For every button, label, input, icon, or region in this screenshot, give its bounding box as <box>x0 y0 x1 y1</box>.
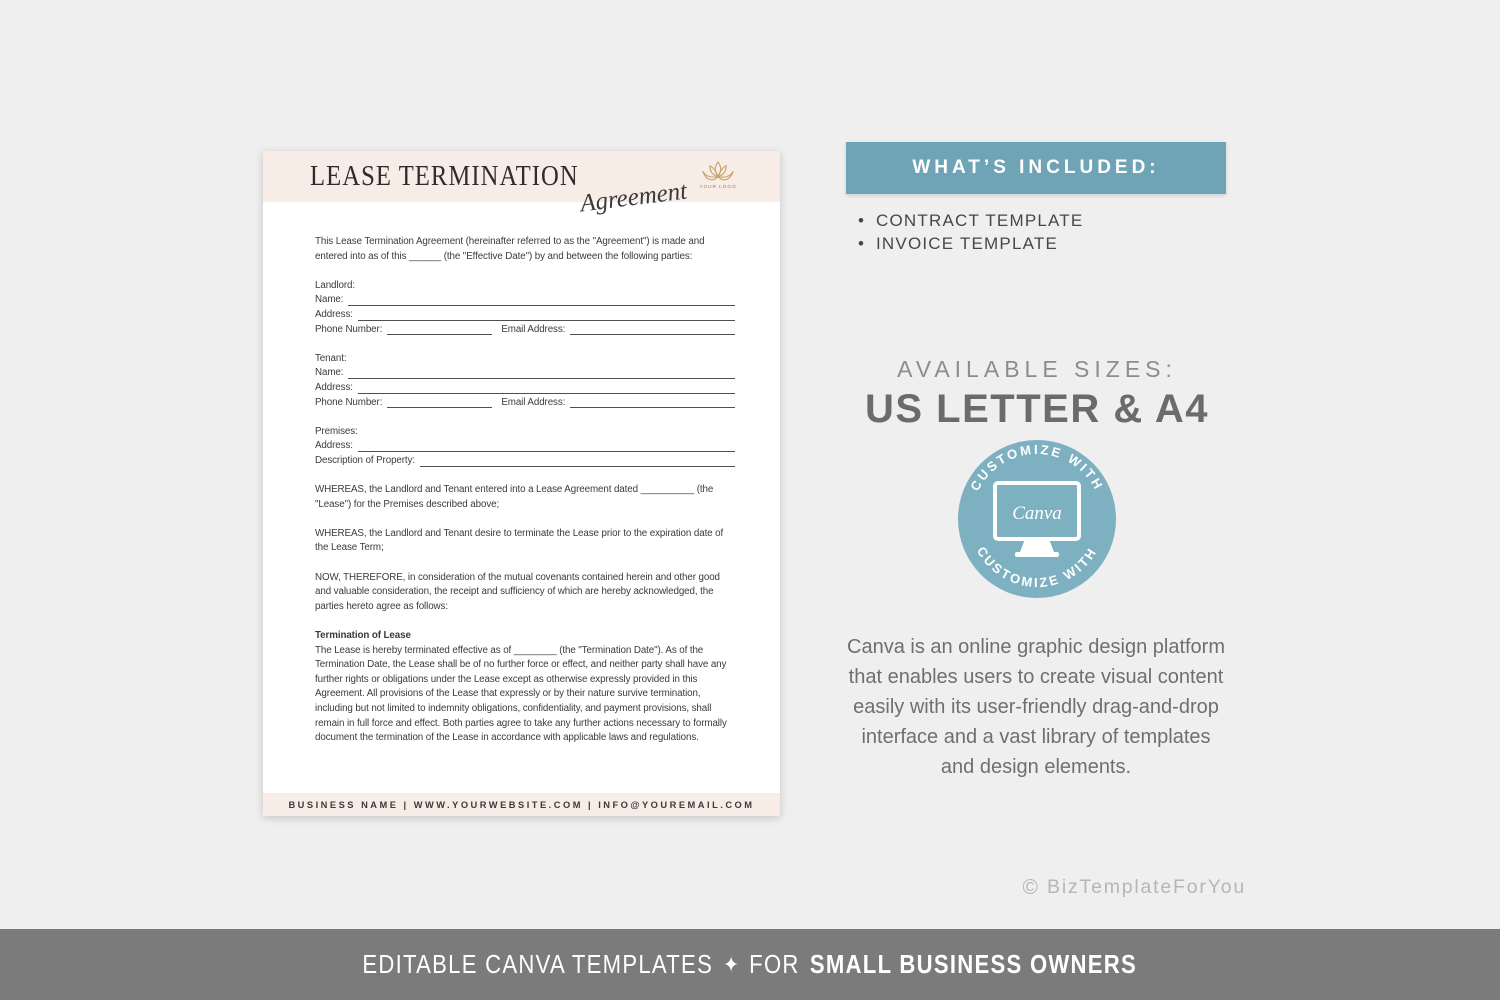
description-line: interface and a vast library of templates <box>861 726 1211 748</box>
tenant-section <box>315 352 735 410</box>
available-sizes-block <box>846 356 1228 432</box>
description-label: Description of Property: <box>315 454 415 466</box>
lotus-icon <box>694 160 742 184</box>
description-line: Canva is an online graphic design platform <box>847 636 1225 658</box>
fill-in-line <box>358 320 735 321</box>
email-label: Email Address: <box>501 396 566 408</box>
tagline-mid-text: FOR <box>749 949 800 979</box>
included-item-label: CONTRACT TEMPLATE <box>876 211 1084 231</box>
termination-body: The Lease is hereby terminated effective as of ________ (the "Termination Date"). As of the Termination Date, the Lease shall be of no further force or effect, and neither party shall have any further rights or obligations under the Lease except as otherwise expressly provided in this Agreement. All provisions of the Lease that expressly or by their nature survive termination, including but not limited to indemnity obligations, confidentiality, and payment provisions, shall remain in full force and effect. Both parties agree to take any further actions necessary to formally document the termination of the Lease in accordance with applicable laws and regulations. <box>315 644 727 744</box>
bottom-tagline-bar <box>0 929 1500 1000</box>
fill-in-line <box>348 378 735 379</box>
address-label: Address: <box>315 308 353 320</box>
bullet-icon: • <box>858 233 866 253</box>
premises-heading: Premises: <box>315 425 358 437</box>
fill-in-line <box>358 393 735 394</box>
whereas-paragraph-1: WHEREAS, the Landlord and Tenant entered into a Lease Agreement dated __________ (the "Lease") for the Premises described above; <box>315 484 714 510</box>
premises-description-row <box>315 454 735 469</box>
fill-in-line <box>348 305 735 306</box>
list-item <box>858 210 1083 233</box>
document-title: LEASE TERMINATION <box>310 161 579 192</box>
document-body <box>263 202 780 793</box>
document-footer-band <box>263 793 780 816</box>
brand-credit <box>1023 876 1246 899</box>
document-footer-text: BUSINESS NAME | WWW.YOURWEBSITE.COM | INFO@YOUREMAIL.COM <box>288 799 755 810</box>
description-line: and design elements. <box>940 756 1132 778</box>
tenant-phone-email-row <box>315 396 735 411</box>
brand-credit-text: BizTemplateForYou <box>1047 876 1246 898</box>
badge-arc-bottom-text: CUSTOMIZE WITH <box>973 543 1101 591</box>
termination-section <box>315 629 735 746</box>
tenant-name-row <box>315 366 735 381</box>
phone-label: Phone Number: <box>315 396 383 408</box>
available-sizes-label: AVAILABLE SIZES: <box>897 356 1177 382</box>
tenant-heading: Tenant: <box>315 352 347 364</box>
included-items-list <box>858 210 1083 255</box>
intro-paragraph: This Lease Termination Agreement (hereinafter referred to as the "Agreement") is made and entered into as of this ______ (the "Effective Date") by and between the following parties: <box>315 236 705 262</box>
list-item <box>858 233 1083 256</box>
document-subtitle-script: Agreement <box>578 177 689 218</box>
whats-included-banner <box>846 142 1226 194</box>
canva-description <box>818 632 1254 782</box>
document-header-band <box>263 151 780 218</box>
phone-label: Phone Number: <box>315 323 383 335</box>
landlord-heading: Landlord: <box>315 279 355 291</box>
badge-arc-top-text: CUSTOMIZE WITH <box>967 441 1107 494</box>
landlord-name-row <box>315 293 735 308</box>
name-label: Name: <box>315 367 344 379</box>
landlord-section <box>315 279 735 337</box>
fill-in-line <box>420 466 735 467</box>
bullet-icon: • <box>858 211 866 231</box>
whereas-paragraph-2: WHEREAS, the Landlord and Tenant desire to terminate the Lease prior to the expiration date of the Lease Term; <box>315 527 724 554</box>
lease-termination-document-preview <box>263 151 780 816</box>
canva-brand-text: Canva <box>1012 503 1062 524</box>
email-label: Email Address: <box>501 323 566 335</box>
description-line: easily with its user-friendly drag-and-drop <box>853 696 1219 718</box>
tagline-bold-text: SMALL BUSINESS OWNERS <box>810 949 1138 979</box>
premises-address-row <box>315 439 735 454</box>
address-label: Address: <box>315 440 353 452</box>
fill-in-line <box>570 334 735 335</box>
logo-placeholder <box>694 160 742 190</box>
whats-included-title: WHAT’S INCLUDED: <box>912 157 1160 178</box>
now-therefore-paragraph: NOW, THEREFORE, in consideration of the mutual covenants contained herein and other good and valuable consideration, the receipt and sufficiency of which are hereby acknowledged, the parties hereto agree as follows: <box>315 571 720 612</box>
fill-in-line <box>570 407 735 408</box>
landlord-phone-email-row <box>315 323 735 338</box>
included-item-label: INVOICE TEMPLATE <box>876 233 1058 253</box>
fill-in-line <box>387 407 492 408</box>
address-label: Address: <box>315 381 353 393</box>
tagline-regular-text: EDITABLE CANVA TEMPLATES <box>362 949 714 979</box>
description-line: that enables users to create visual content <box>848 666 1224 688</box>
premises-section <box>315 425 735 469</box>
four-pointed-star-icon: ✦ <box>723 951 740 977</box>
fill-in-line <box>358 451 735 452</box>
termination-heading: Termination of Lease <box>315 630 411 642</box>
name-label: Name: <box>315 294 344 306</box>
tenant-address-row <box>315 381 735 396</box>
available-sizes-value: US LETTER & A4 <box>865 387 1209 431</box>
logo-placeholder-label: YOUR LOGO <box>699 185 737 190</box>
customize-with-canva-badge <box>957 439 1117 599</box>
copyright-icon: © <box>1022 876 1039 899</box>
fill-in-line <box>387 334 492 335</box>
landlord-address-row <box>315 308 735 323</box>
